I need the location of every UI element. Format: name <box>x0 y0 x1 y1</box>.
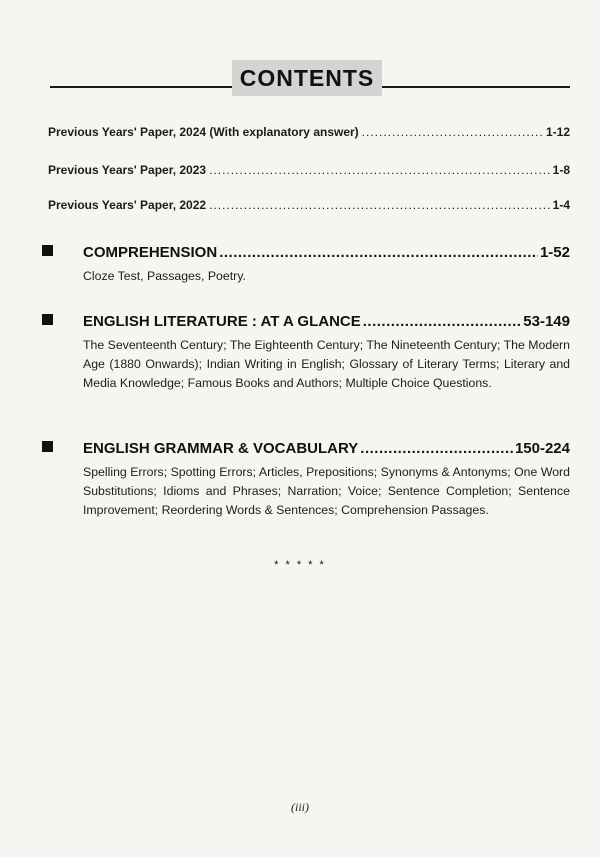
toc-entry-pages: 1-8 <box>552 163 570 177</box>
title-banner <box>232 60 382 96</box>
dot-leader <box>360 440 513 457</box>
section-description: Spelling Errors; Spotting Errors; Articles, Prepositions; Synonyms & Antonyms; One Word Substitutions; Idioms and Phrases; Narration; Voice; Sentence Completion; Sentence Improvement; Reordering Words & Sentences; Comprehension Passages. <box>83 465 570 517</box>
section-title: ENGLISH LITERATURE : AT A GLANCE <box>83 313 361 330</box>
section-pages: 1-52 <box>539 244 570 261</box>
toc-entry-label: Previous Years' Paper, 2023 <box>48 163 207 177</box>
dot-leader <box>209 163 550 177</box>
section-comprehension <box>42 244 570 286</box>
section-english-literature <box>42 313 570 393</box>
toc-entry-paper-2022 <box>48 198 570 212</box>
square-bullet-icon <box>42 245 53 256</box>
toc-entry-pages: 1-4 <box>552 198 570 212</box>
page-title: CONTENTS <box>239 64 375 91</box>
dot-leader <box>362 125 543 139</box>
section-description: The Seventeenth Century; The Eighteenth Century; The Nineteenth Century; The Modern Age (1880 Onwards); Indian Writing in English; Glossary of Literary Terms; Literary and Media Knowledge; Famous Books and Authors; Multiple Choice Questions. <box>83 338 570 390</box>
section-title: ENGLISH GRAMMAR & VOCABULARY <box>83 440 359 457</box>
square-bullet-icon <box>42 314 53 325</box>
square-bullet-icon <box>42 441 53 452</box>
section-pages: 150-224 <box>514 440 570 457</box>
section-title: COMPREHENSION <box>83 244 218 261</box>
toc-entry-label: Previous Years' Paper, 2024 (With explanatory answer) <box>48 125 359 139</box>
toc-entry-pages: 1-12 <box>545 125 570 139</box>
section-pages: 53-149 <box>523 313 570 330</box>
section-description: Cloze Test, Passages, Poetry. <box>83 269 246 283</box>
toc-entry-label: Previous Years' Paper, 2022 <box>48 198 207 212</box>
section-heading <box>42 313 570 330</box>
dot-leader <box>219 244 538 261</box>
section-heading <box>42 440 570 457</box>
dot-leader <box>209 198 550 212</box>
page-number: (iii) <box>291 800 309 814</box>
dot-leader <box>363 313 522 330</box>
section-heading <box>42 244 570 261</box>
section-english-grammar <box>42 440 570 520</box>
toc-entry-paper-2023 <box>48 163 570 177</box>
toc-entry-paper-2024 <box>48 125 570 139</box>
star-divider: * * * * * <box>274 559 326 571</box>
